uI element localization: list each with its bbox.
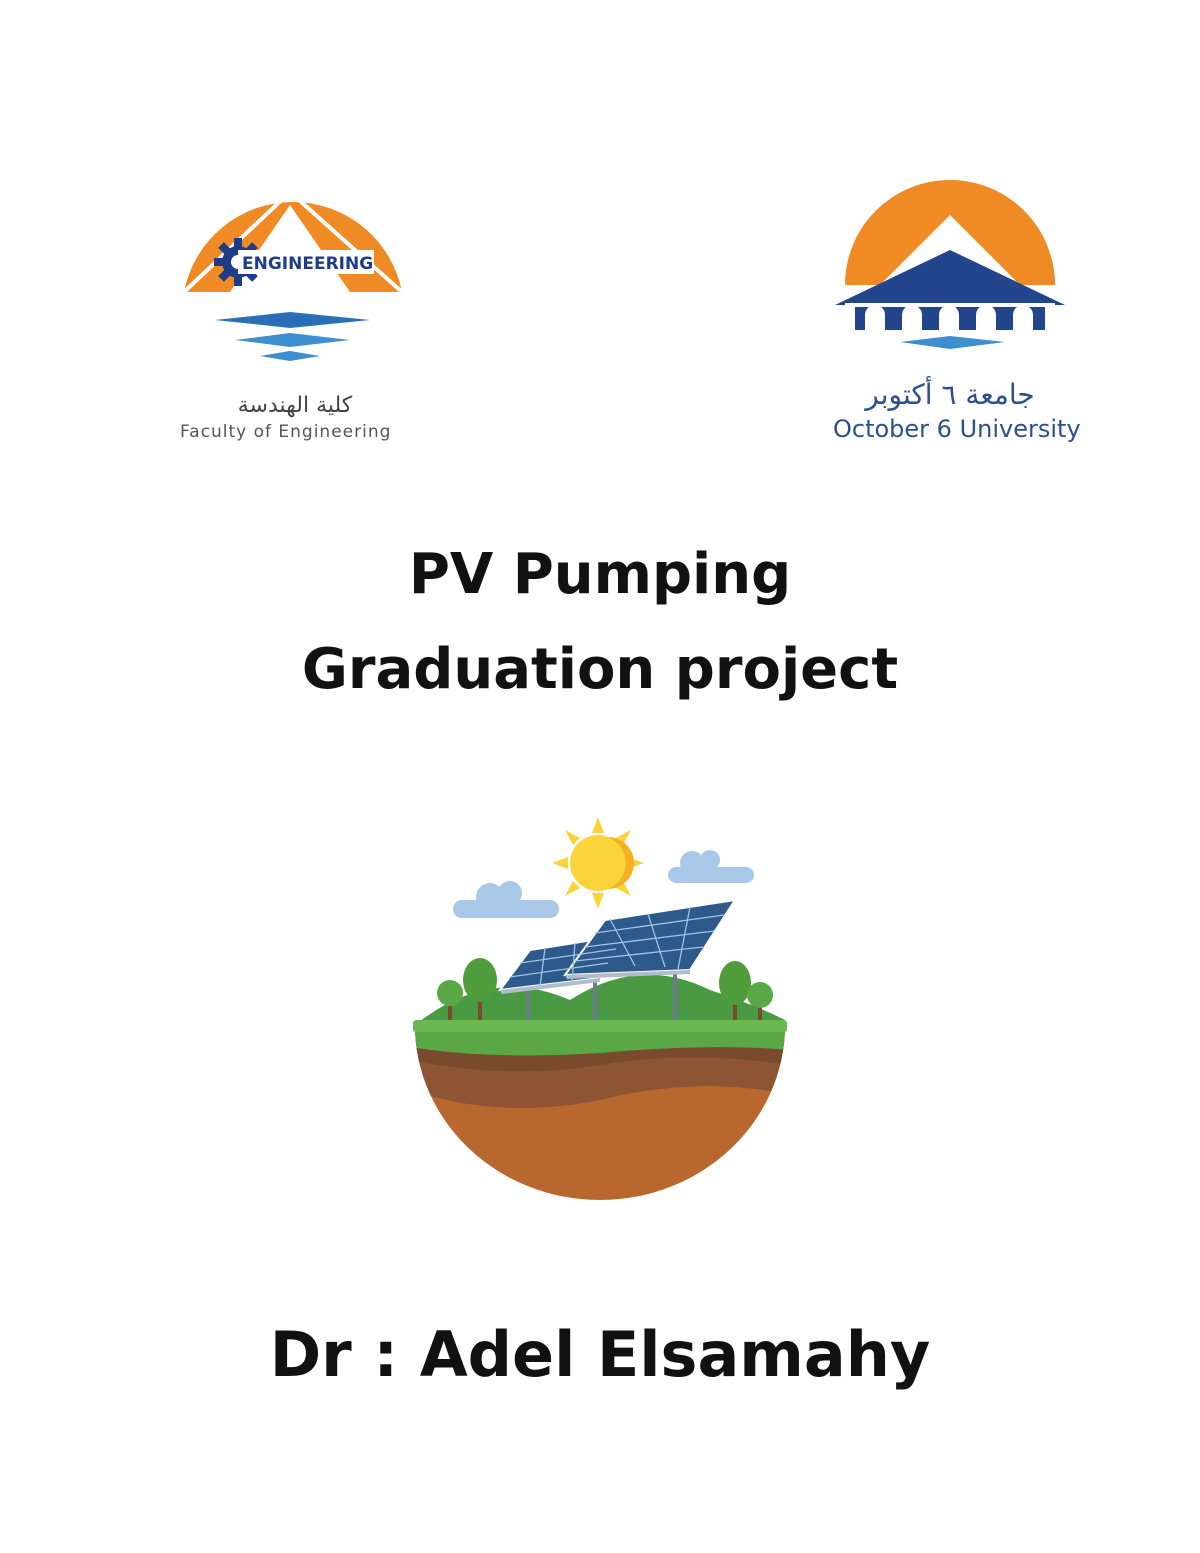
cloud-icon <box>453 881 559 918</box>
cloud-icon <box>668 850 754 883</box>
university-name-english: October 6 University <box>833 415 1081 443</box>
faculty-of-engineering-logo <box>170 150 420 450</box>
faculty-emblem-icon <box>170 150 420 390</box>
project-title-line1: PV Pumping <box>408 542 792 607</box>
faculty-name-english: Faculty of Engineering <box>180 422 392 442</box>
october-6-university-logo <box>825 145 1081 450</box>
sun-icon <box>552 817 644 909</box>
engineering-badge-text: ENGINEERING <box>242 254 374 274</box>
university-emblem-icon <box>825 145 1075 370</box>
supervisor-name: Dr : Adel Elsamahy <box>269 1318 931 1391</box>
faculty-name-arabic: كلية الهندسة <box>237 393 353 418</box>
project-title-line2: Graduation project <box>301 637 899 702</box>
university-name-arabic: جامعة ٦ أكتوبر <box>865 378 1035 411</box>
solar-field-illustration <box>410 815 790 1200</box>
